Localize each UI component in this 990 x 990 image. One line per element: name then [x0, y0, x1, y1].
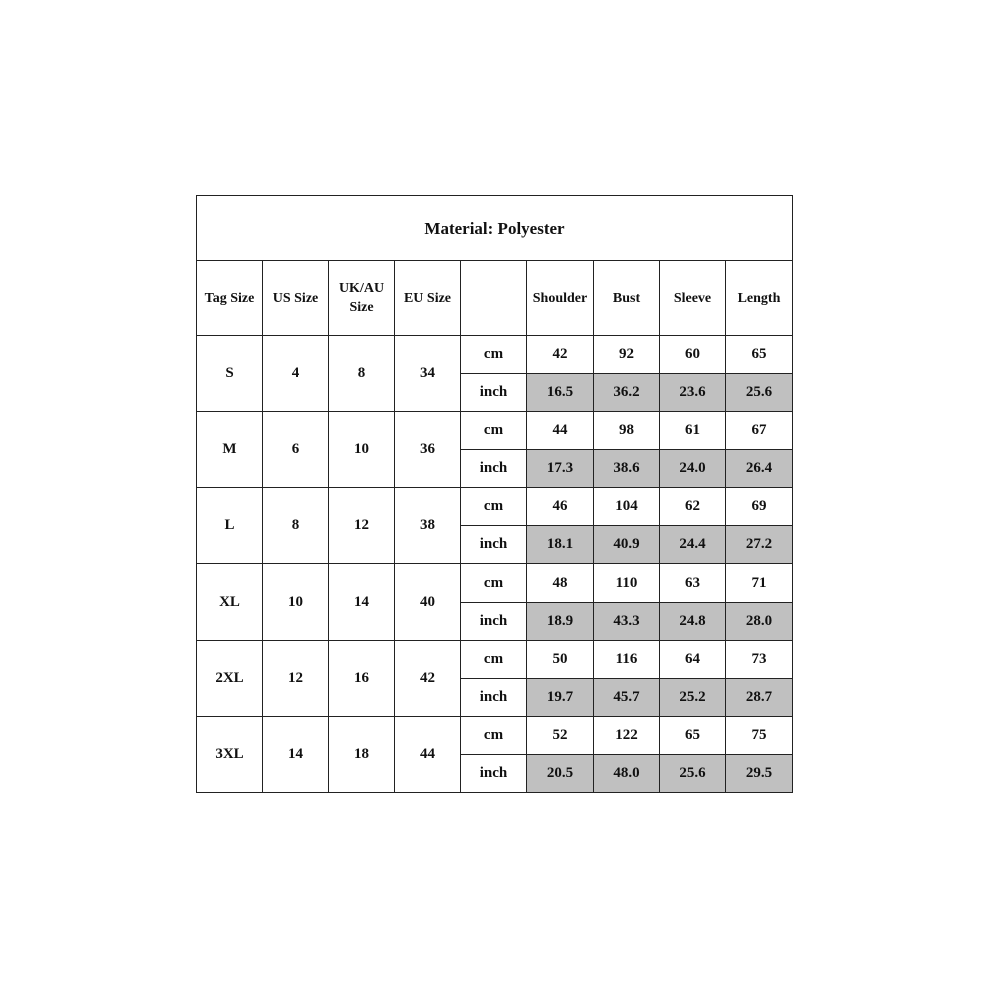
- unit-cm-label: cm: [461, 488, 527, 526]
- header-sleeve: Sleeve: [660, 261, 726, 336]
- unit-cm-label: cm: [461, 336, 527, 374]
- sleeve-cm-value: 64: [660, 640, 726, 678]
- shoulder-cm-value: 44: [527, 412, 594, 450]
- header-row: [197, 261, 793, 336]
- sleeve-inch-value: 25.6: [660, 754, 726, 792]
- title-row: [197, 196, 793, 261]
- shoulder-inch-value: 18.9: [527, 602, 594, 640]
- shoulder-inch-value: 19.7: [527, 678, 594, 716]
- header-tag-size: Tag Size: [197, 261, 263, 336]
- us-size-cell: 8: [263, 488, 329, 564]
- length-inch-value: 26.4: [726, 450, 793, 488]
- shoulder-cm-value: 52: [527, 716, 594, 754]
- sleeve-inch-value: 24.0: [660, 450, 726, 488]
- table-row: [197, 716, 793, 754]
- unit-inch-label: inch: [461, 754, 527, 792]
- length-cm-value: 69: [726, 488, 793, 526]
- shoulder-cm-value: 50: [527, 640, 594, 678]
- sleeve-cm-value: 61: [660, 412, 726, 450]
- sleeve-inch-value: 25.2: [660, 678, 726, 716]
- tag-size-cell: L: [197, 488, 263, 564]
- uk-au-size-cell: 12: [329, 488, 395, 564]
- length-inch-value: 29.5: [726, 754, 793, 792]
- sleeve-inch-value: 24.4: [660, 526, 726, 564]
- eu-size-cell: 40: [395, 564, 461, 640]
- tag-size-cell: XL: [197, 564, 263, 640]
- bust-inch-value: 45.7: [594, 678, 660, 716]
- us-size-cell: 14: [263, 716, 329, 792]
- bust-inch-value: 38.6: [594, 450, 660, 488]
- eu-size-cell: 34: [395, 336, 461, 412]
- eu-size-cell: 42: [395, 640, 461, 716]
- table-title: Material: Polyester: [197, 196, 793, 261]
- us-size-cell: 6: [263, 412, 329, 488]
- length-cm-value: 71: [726, 564, 793, 602]
- tag-size-cell: 2XL: [197, 640, 263, 716]
- sleeve-cm-value: 62: [660, 488, 726, 526]
- sleeve-cm-value: 65: [660, 716, 726, 754]
- uk-au-size-cell: 16: [329, 640, 395, 716]
- length-inch-value: 28.0: [726, 602, 793, 640]
- tag-size-cell: S: [197, 336, 263, 412]
- unit-cm-label: cm: [461, 640, 527, 678]
- header-eu-size: EU Size: [395, 261, 461, 336]
- unit-inch-label: inch: [461, 602, 527, 640]
- table-row: [197, 336, 793, 374]
- header-uk-au-size: UK/AU Size: [329, 261, 395, 336]
- length-cm-value: 75: [726, 716, 793, 754]
- uk-au-size-cell: 10: [329, 412, 395, 488]
- sleeve-cm-value: 60: [660, 336, 726, 374]
- length-cm-value: 65: [726, 336, 793, 374]
- eu-size-cell: 38: [395, 488, 461, 564]
- bust-cm-value: 116: [594, 640, 660, 678]
- table-row: [197, 488, 793, 526]
- sleeve-inch-value: 23.6: [660, 374, 726, 412]
- unit-cm-label: cm: [461, 412, 527, 450]
- unit-cm-label: cm: [461, 716, 527, 754]
- shoulder-inch-value: 18.1: [527, 526, 594, 564]
- shoulder-inch-value: 17.3: [527, 450, 594, 488]
- unit-inch-label: inch: [461, 374, 527, 412]
- table-row: [197, 564, 793, 602]
- bust-cm-value: 104: [594, 488, 660, 526]
- bust-cm-value: 122: [594, 716, 660, 754]
- length-cm-value: 67: [726, 412, 793, 450]
- shoulder-cm-value: 48: [527, 564, 594, 602]
- uk-au-size-cell: 18: [329, 716, 395, 792]
- unit-inch-label: inch: [461, 450, 527, 488]
- tag-size-cell: 3XL: [197, 716, 263, 792]
- header-length: Length: [726, 261, 793, 336]
- tag-size-cell: M: [197, 412, 263, 488]
- bust-inch-value: 36.2: [594, 374, 660, 412]
- shoulder-cm-value: 46: [527, 488, 594, 526]
- unit-cm-label: cm: [461, 564, 527, 602]
- bust-cm-value: 92: [594, 336, 660, 374]
- table-row: [197, 640, 793, 678]
- bust-cm-value: 98: [594, 412, 660, 450]
- shoulder-inch-value: 16.5: [527, 374, 594, 412]
- header-us-size: US Size: [263, 261, 329, 336]
- shoulder-cm-value: 42: [527, 336, 594, 374]
- unit-inch-label: inch: [461, 526, 527, 564]
- header-shoulder: Shoulder: [527, 261, 594, 336]
- bust-inch-value: 43.3: [594, 602, 660, 640]
- uk-au-size-cell: 8: [329, 336, 395, 412]
- uk-au-size-cell: 14: [329, 564, 395, 640]
- bust-inch-value: 40.9: [594, 526, 660, 564]
- eu-size-cell: 44: [395, 716, 461, 792]
- us-size-cell: 4: [263, 336, 329, 412]
- size-chart-body: [197, 336, 793, 793]
- sleeve-cm-value: 63: [660, 564, 726, 602]
- header-bust: Bust: [594, 261, 660, 336]
- unit-inch-label: inch: [461, 678, 527, 716]
- bust-cm-value: 110: [594, 564, 660, 602]
- sleeve-inch-value: 24.8: [660, 602, 726, 640]
- us-size-cell: 12: [263, 640, 329, 716]
- shoulder-inch-value: 20.5: [527, 754, 594, 792]
- bust-inch-value: 48.0: [594, 754, 660, 792]
- length-inch-value: 28.7: [726, 678, 793, 716]
- size-chart-table: [196, 195, 793, 793]
- length-inch-value: 25.6: [726, 374, 793, 412]
- length-cm-value: 73: [726, 640, 793, 678]
- length-inch-value: 27.2: [726, 526, 793, 564]
- header-unit: [461, 261, 527, 336]
- table-row: [197, 412, 793, 450]
- eu-size-cell: 36: [395, 412, 461, 488]
- us-size-cell: 10: [263, 564, 329, 640]
